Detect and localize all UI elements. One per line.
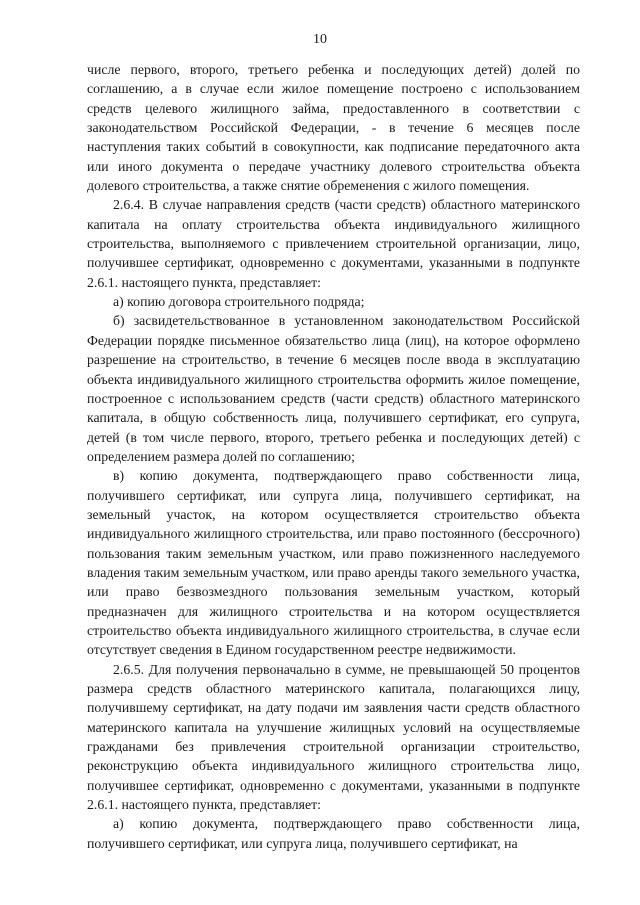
list-item-a-2: а) копию документа, подтверждающего право собственности лица, получившего сертификат, или супруга лица, получившего сертификат, на [87, 816, 580, 851]
paragraph-continuation: числе первого, второго, третьего ребенка и последующих детей) долей по соглашению, а в случае если жилое помещение построено с использованием средств целевого жилищного займа, предоставленного в соответствии с законодательством Российской Федерации, - в течение 6 месяцев после наступления таких событий в совокупности, как подписание передаточного акта или иного документа о передаче участнику долевого строительства объекта долевого строительства, а также снятие обременения с жилого помещения. [87, 62, 580, 194]
list-item-v: в) копию документа, подтверждающего право собственности лица, получившего сертификат, или супруга лица, получившего сертификат, на земельный участок, на котором осуществляется строительство объекта индивидуального жилищного строительства, или право постоянного (бессрочного) пользования таким земельным участком, или право пожизненного наследуемого владения таким земельным участком, или право аренды такого земельного участка, или право безвозмездного пользования земельным участком, который предназначен для жилищного строительства и на котором осуществляется строительство объекта индивидуального жилищного строительства, в случае если отсутствует сведения в Едином государственном реестре недвижимости. [87, 468, 580, 658]
document-body [87, 60, 580, 853]
page-number: 10 [313, 32, 327, 47]
list-item-a: а) копию договора строительного подряда; [113, 294, 365, 310]
paragraph-2-6-5: 2.6.5. Для получения первоначально в сумме, не превышающей 50 процентов размера средств областного материнского капитала, полагающихся лицу, получившему сертификат, на дату подачи им заявления части средств областного материнского капитала на улучшение жилищных условий на осуществляемые гражданами без привлечения строительной организации строительство, реконструкцию объекта индивидуального жилищного строительства лицо, получившее сертификат, одновременно с документами, указанными в подпункте 2.6.1. настоящего пункта, представляет: [87, 661, 580, 813]
list-item-b: б) засвидетельствованное в установленном законодательством Российской Федерации порядке письменное обязательство лица (лиц), на которое оформлено разрешение на строительство, в течение 6 месяцев после ввода в эксплуатацию объекта индивидуального жилищного строительства оформить жилое помещение, построенное с использованием средств (части средств) областного материнского капитала, в общую собственность лица, получившего сертификат, его супруга, детей (в том числе первого, второго, третьего ребенка и последующих детей) с определением размера долей по соглашению; [87, 313, 580, 464]
paragraph-2-6-4: 2.6.4. В случае направления средств (части средств) областного материнского капитала на оплату строительства объекта индивидуального жилищного строительства, выполняемого с привлечением строительной организации, лицо, получившее сертификат, одновременно с документами, указанными в подпункте 2.6.1. настоящего пункта, представляет: [87, 197, 580, 290]
